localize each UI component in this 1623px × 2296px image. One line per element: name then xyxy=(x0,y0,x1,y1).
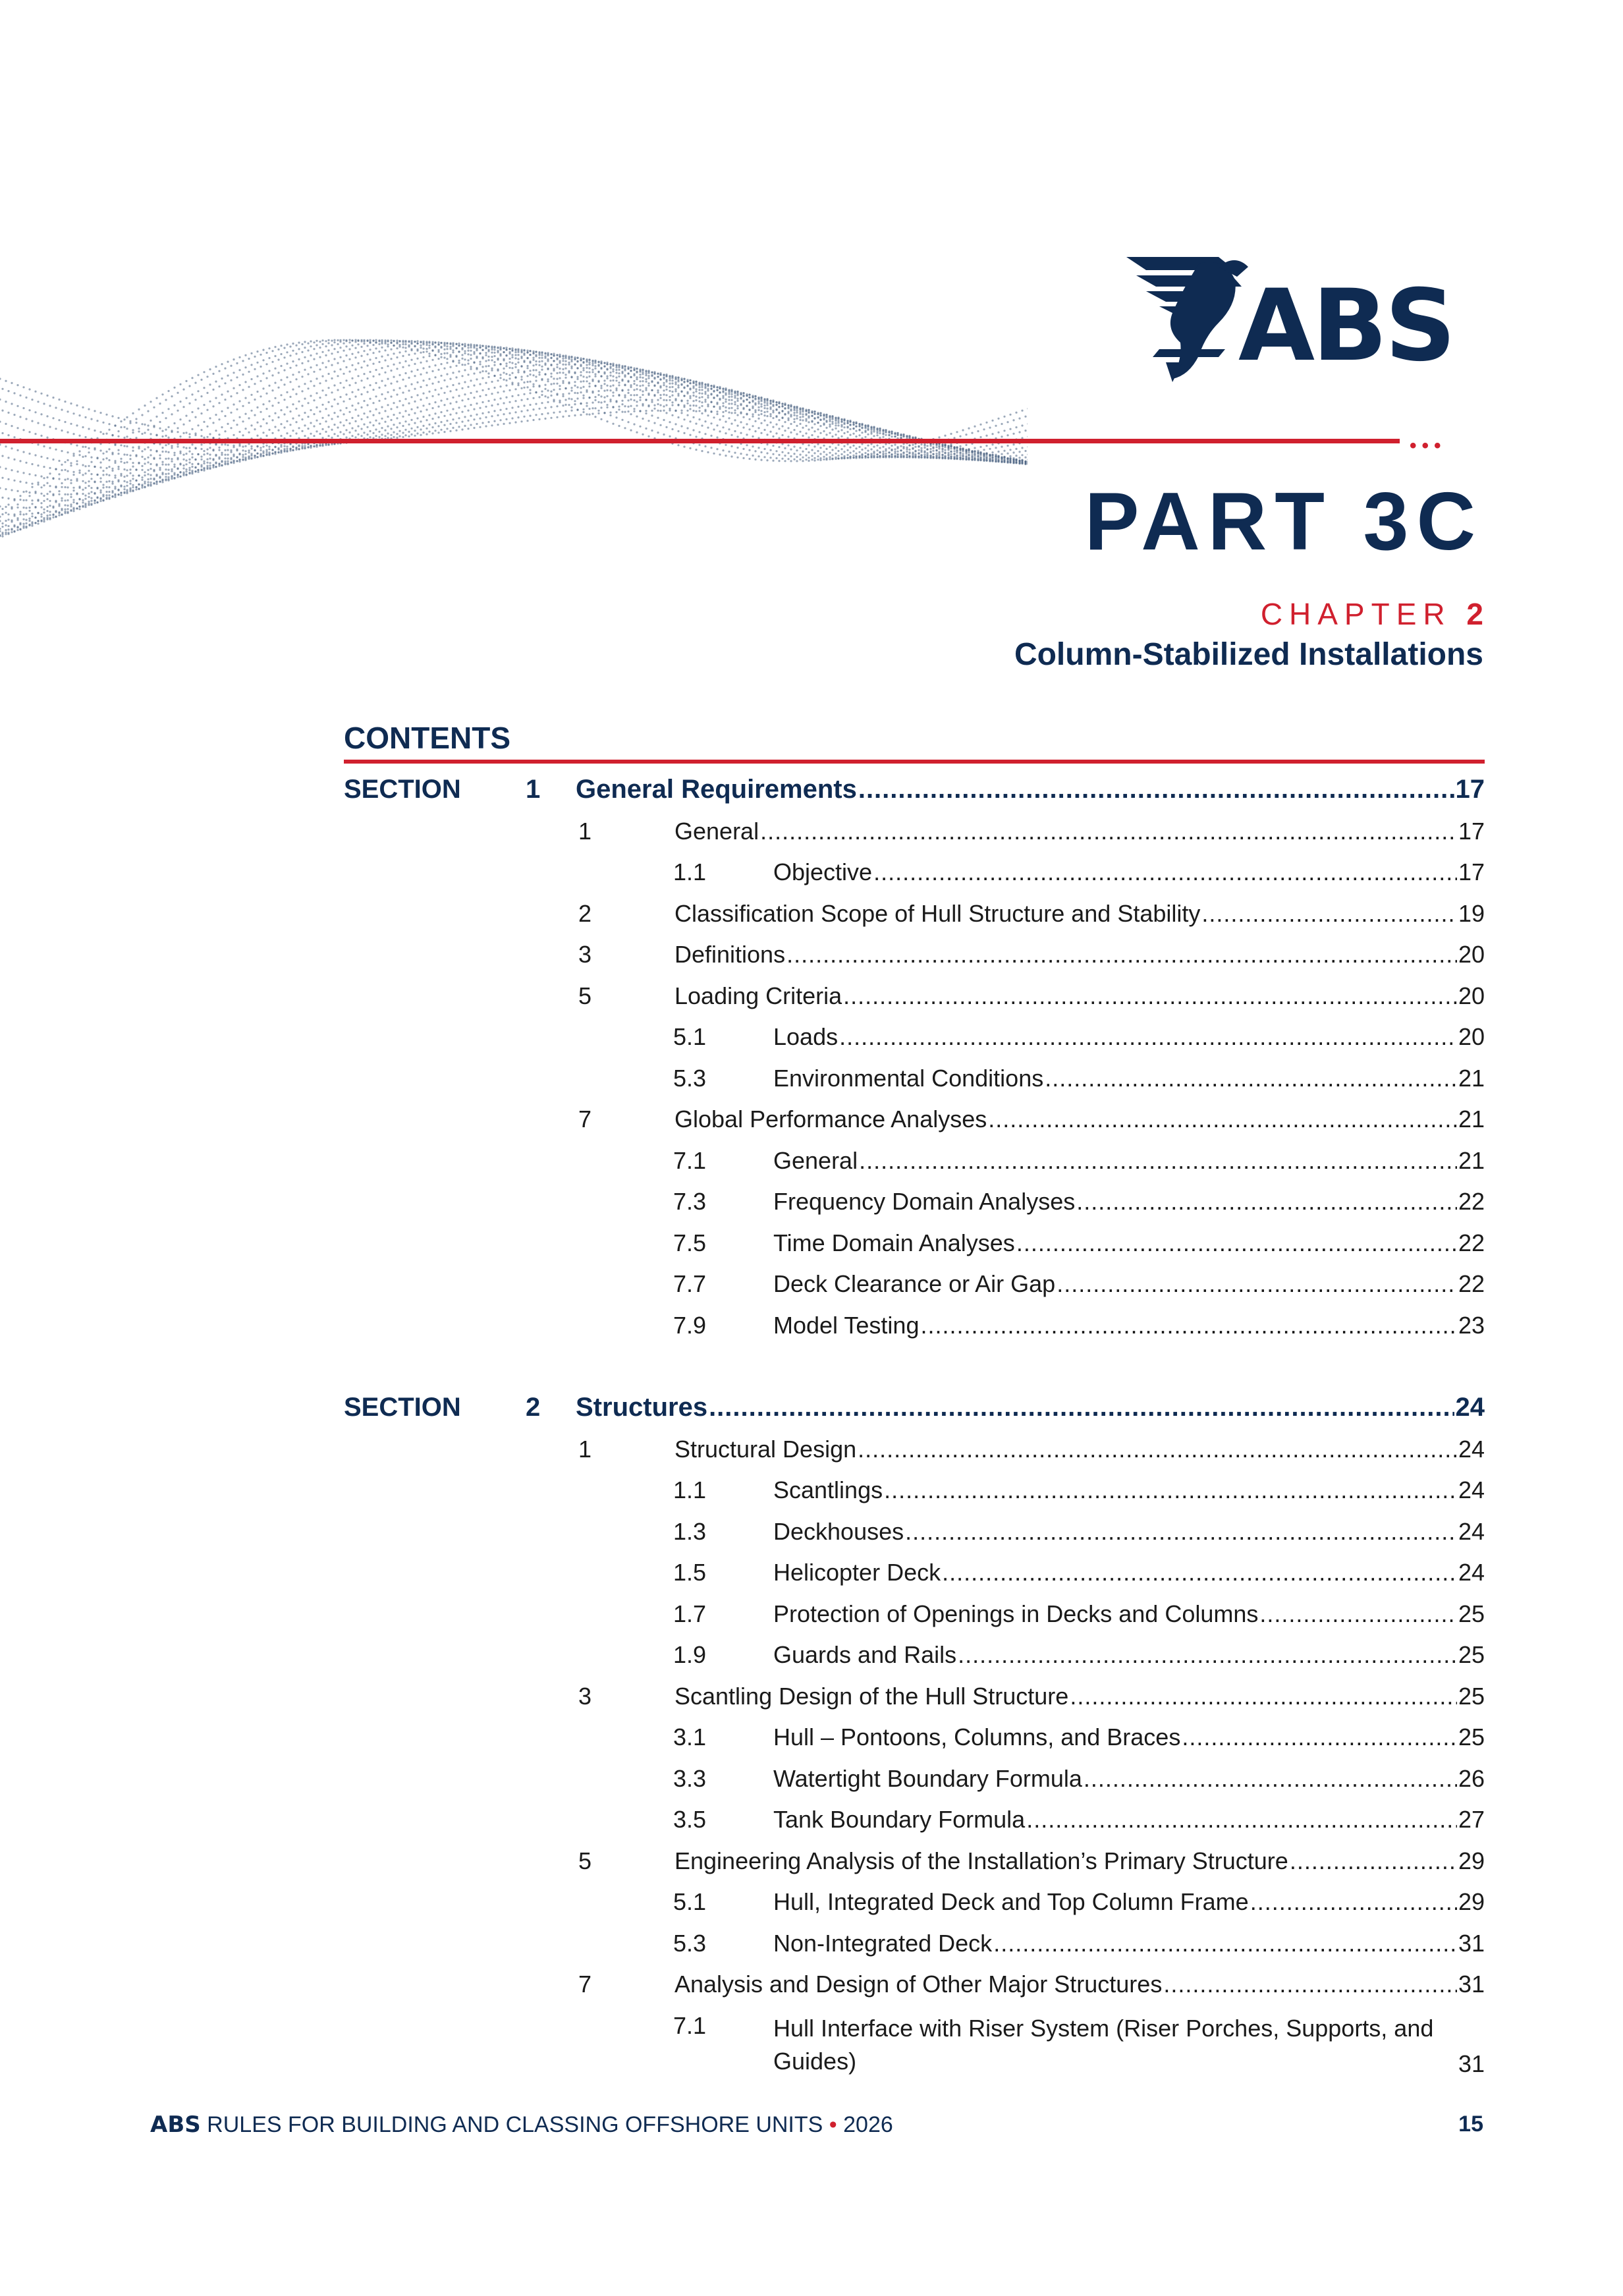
toc-item-number: 7.1 xyxy=(673,2011,707,2039)
toc-entry xyxy=(773,1641,1485,1669)
toc-item-title: Hull – Pontoons, Columns, and Braces xyxy=(773,1723,1181,1750)
toc-row[interactable] xyxy=(344,1679,1485,1720)
toc-row[interactable] xyxy=(344,1143,1485,1185)
footer-bullet: • xyxy=(829,2112,837,2137)
toc-section-2 xyxy=(344,1390,1485,2075)
dot-leader xyxy=(873,858,1457,886)
contents-red-rule xyxy=(344,760,1485,764)
toc-item-title: Engineering Analysis of the Installation’s Primary Structure xyxy=(674,1847,1288,1874)
toc-entry xyxy=(674,1683,1485,1710)
toc-item-number: 1.9 xyxy=(673,1641,707,1668)
toc-item-page: 24 xyxy=(1458,1517,1485,1545)
toc-entry xyxy=(773,2012,1485,2078)
dot-leader xyxy=(1070,1683,1457,1710)
toc-item-page: 31 xyxy=(1458,2050,1485,2077)
toc-item-page: 31 xyxy=(1458,1929,1485,1957)
footer-year: 2026 xyxy=(843,2112,893,2137)
toc-entry xyxy=(773,1888,1485,1916)
section-number: 1 xyxy=(526,775,541,804)
toc-entry xyxy=(674,818,1485,845)
toc-entry xyxy=(674,900,1485,928)
toc-row[interactable] xyxy=(344,1802,1485,1843)
toc-item-title: Frequency Domain Analyses xyxy=(773,1188,1076,1215)
toc-entry xyxy=(773,1930,1485,1957)
toc-row[interactable] xyxy=(344,1967,1485,2008)
toc-row[interactable] xyxy=(344,1514,1485,1555)
toc-item-number: 5 xyxy=(578,982,592,1009)
toc-row[interactable] xyxy=(344,1019,1485,1061)
dot-leader xyxy=(786,941,1457,968)
toc-entry xyxy=(773,1600,1485,1628)
toc-entry xyxy=(773,858,1485,886)
toc-item-page: 20 xyxy=(1458,982,1485,1009)
section-page: 17 xyxy=(1455,775,1485,804)
section-title: Structures xyxy=(576,1393,708,1422)
toc-item-page: 20 xyxy=(1458,941,1485,968)
header-red-rule xyxy=(0,439,1400,443)
section-number: 2 xyxy=(526,1393,541,1422)
toc-section-row[interactable] xyxy=(344,772,1485,814)
toc-item-number: 7 xyxy=(578,1106,592,1133)
dot-leader xyxy=(1057,1270,1457,1298)
toc-item-number: 3 xyxy=(578,1682,592,1710)
toc-row[interactable] xyxy=(344,1432,1485,1473)
toc-item-number: 7 xyxy=(578,1971,592,1998)
toc-item-page: 24 xyxy=(1458,1559,1485,1586)
toc-item-number: 5.3 xyxy=(673,1064,707,1092)
abs-logo-wordmark: ABS xyxy=(1238,269,1454,383)
toc-item-page: 25 xyxy=(1458,1723,1485,1750)
toc-item-title: Structural Design xyxy=(674,1435,857,1463)
toc-entry xyxy=(576,775,1485,804)
chapter-word: CHAPTER xyxy=(1260,597,1452,631)
toc-item-page: 31 xyxy=(1458,1971,1485,1998)
toc-row[interactable] xyxy=(344,896,1485,938)
toc-entry xyxy=(773,1476,1485,1504)
dot-leader xyxy=(884,1476,1457,1504)
toc-row[interactable] xyxy=(344,1184,1485,1225)
page-number: 15 xyxy=(1458,2112,1483,2137)
toc-item-title: Hull Interface with Riser System (Riser Porches, Supports, and Guides) xyxy=(773,2014,1434,2075)
toc-entry xyxy=(773,1312,1485,1339)
dot-leader xyxy=(920,1312,1456,1339)
toc-item-page: 23 xyxy=(1458,1311,1485,1339)
toc-entry xyxy=(773,1023,1485,1051)
toc-row[interactable] xyxy=(344,1266,1485,1308)
toc-row[interactable] xyxy=(344,1596,1485,1638)
toc-item-title: Loading Criteria xyxy=(674,982,842,1009)
toc-item-page: 29 xyxy=(1458,1847,1485,1874)
toc-item-page: 21 xyxy=(1458,1106,1485,1133)
chapter-title: Column-Stabilized Installations xyxy=(1014,637,1483,672)
dot-leader xyxy=(905,1518,1457,1546)
toc-item-title: Model Testing xyxy=(773,1311,920,1339)
header-red-dashes: ••• xyxy=(1410,435,1446,457)
dot-leader xyxy=(1016,1229,1457,1257)
toc-item-title: Guards and Rails xyxy=(773,1641,957,1668)
toc-entry xyxy=(674,982,1485,1010)
dot-leader xyxy=(760,818,1457,845)
toc-row[interactable] xyxy=(344,854,1485,896)
toc-entry xyxy=(576,1393,1485,1422)
toc-item-title: Protection of Openings in Decks and Columns xyxy=(773,1600,1259,1627)
toc-item-number: 1 xyxy=(578,817,592,845)
chapter-label xyxy=(1261,596,1483,632)
chapter-number: 2 xyxy=(1466,597,1483,631)
toc-item-title: Deckhouses xyxy=(773,1517,904,1545)
toc-item-page: 22 xyxy=(1458,1270,1485,1297)
toc-item-title: General xyxy=(674,817,759,845)
toc-item-title: Helicopter Deck xyxy=(773,1559,941,1586)
dot-leader xyxy=(1259,1600,1457,1628)
toc-item-title: Watertight Boundary Formula xyxy=(773,1764,1082,1792)
section-label: SECTION xyxy=(344,1393,461,1422)
toc-row[interactable] xyxy=(344,1720,1485,1761)
toc-item-page: 17 xyxy=(1458,858,1485,885)
dot-leader xyxy=(859,1147,1457,1175)
toc-item-title: Scantlings xyxy=(773,1476,883,1503)
toc-item-page: 22 xyxy=(1458,1188,1485,1215)
toc-entry xyxy=(773,1806,1485,1834)
dot-leader xyxy=(858,1436,1457,1463)
dot-leader xyxy=(1182,1723,1457,1751)
toc-entry xyxy=(674,1106,1485,1133)
toc-entry xyxy=(773,1147,1485,1175)
toc-row[interactable] xyxy=(344,814,1485,855)
toc-row[interactable] xyxy=(344,1884,1485,1926)
footer-title xyxy=(150,2112,893,2138)
toc-entry xyxy=(773,1559,1485,1586)
toc-entry xyxy=(773,1723,1485,1751)
dot-leader xyxy=(1201,900,1457,928)
dot-leader xyxy=(1290,1847,1457,1875)
toc-section-1 xyxy=(344,772,1485,1349)
toc-item-title: Definitions xyxy=(674,941,786,968)
toc-entry xyxy=(773,1270,1485,1298)
dot-leader xyxy=(958,1641,1457,1669)
toc-item-number: 1 xyxy=(578,1435,592,1463)
toc-item-title: Loads xyxy=(773,1023,839,1050)
toc-row[interactable] xyxy=(344,1308,1485,1349)
toc-item-number: 5 xyxy=(578,1847,592,1874)
toc-item-title: General xyxy=(773,1146,858,1174)
toc-item-title: Time Domain Analyses xyxy=(773,1229,1015,1256)
toc-entry xyxy=(674,1847,1485,1875)
toc-item-title: Scantling Design of the Hull Structure xyxy=(674,1682,1069,1710)
toc-item-page: 29 xyxy=(1458,1888,1485,1915)
toc-item-page: 26 xyxy=(1458,1764,1485,1792)
toc-item-page: 19 xyxy=(1458,899,1485,927)
toc-item-page: 25 xyxy=(1458,1682,1485,1710)
dot-leader xyxy=(993,1930,1457,1957)
section-label: SECTION xyxy=(344,775,461,804)
toc-item-title: Environmental Conditions xyxy=(773,1064,1044,1092)
toc-row[interactable] xyxy=(344,1472,1485,1514)
dot-leader xyxy=(858,775,1454,804)
toc-row[interactable] xyxy=(344,2008,1485,2075)
dot-leader xyxy=(839,1023,1457,1051)
toc-entry xyxy=(773,1518,1485,1546)
toc-item-page: 27 xyxy=(1458,1806,1485,1833)
toc-item-number: 7.1 xyxy=(673,1146,707,1174)
toc-item-number: 1.5 xyxy=(673,1559,707,1586)
toc-item-number: 1.1 xyxy=(673,858,707,885)
toc-item-page: 24 xyxy=(1458,1435,1485,1463)
toc-row[interactable] xyxy=(344,1761,1485,1803)
toc-item-title: Global Performance Analyses xyxy=(674,1106,987,1133)
toc-entry xyxy=(674,1436,1485,1463)
toc-item-title: Tank Boundary Formula xyxy=(773,1806,1026,1833)
toc-item-number: 5.1 xyxy=(673,1023,707,1050)
toc-row[interactable] xyxy=(344,1225,1485,1267)
toc-row[interactable] xyxy=(344,1555,1485,1596)
section-title: General Requirements xyxy=(576,775,857,804)
toc-item-title: Analysis and Design of Other Major Structures xyxy=(674,1971,1163,1998)
toc-item-page: 21 xyxy=(1458,1064,1485,1092)
toc-row[interactable] xyxy=(344,1926,1485,1967)
part-title: PART 3C xyxy=(1084,476,1483,567)
toc-entry xyxy=(674,1971,1485,1998)
toc-item-title: Objective xyxy=(773,858,873,885)
dot-leader xyxy=(988,1106,1457,1133)
toc-row[interactable] xyxy=(344,1102,1485,1143)
toc-item-number: 1.7 xyxy=(673,1600,707,1627)
toc-item-number: 7.3 xyxy=(673,1188,707,1215)
toc-entry xyxy=(773,1188,1485,1216)
toc-row[interactable] xyxy=(344,1843,1485,1885)
toc-row[interactable] xyxy=(344,1061,1485,1102)
toc-item-page: 25 xyxy=(1458,1641,1485,1668)
toc-entry xyxy=(773,1765,1485,1793)
section-page: 24 xyxy=(1455,1393,1485,1422)
toc-item-number: 1.3 xyxy=(673,1517,707,1545)
toc-item-number: 5.1 xyxy=(673,1888,707,1915)
toc-item-number: 3.3 xyxy=(673,1764,707,1792)
toc-item-page: 21 xyxy=(1458,1146,1485,1174)
toc-item-title: Hull, Integrated Deck and Top Column Frame xyxy=(773,1888,1249,1915)
dot-leader xyxy=(1076,1188,1457,1216)
footer-brand: ABS xyxy=(150,2112,201,2138)
dot-leader xyxy=(1045,1065,1457,1092)
toc-entry xyxy=(773,1065,1485,1092)
toc-item-number: 7.5 xyxy=(673,1229,707,1256)
dot-leader xyxy=(1250,1888,1457,1916)
toc-item-page: 24 xyxy=(1458,1476,1485,1503)
toc-item-page: 25 xyxy=(1458,1600,1485,1627)
dot-leader xyxy=(1163,1971,1457,1998)
toc-item-page: 20 xyxy=(1458,1023,1485,1050)
footer-publication-title: RULES FOR BUILDING AND CLASSING OFFSHORE UNITS xyxy=(207,2112,823,2137)
toc-item-number: 3.1 xyxy=(673,1723,707,1750)
toc-item-number: 1.1 xyxy=(673,1476,707,1503)
toc-entry xyxy=(674,941,1485,968)
toc-item-number: 7.9 xyxy=(673,1311,707,1339)
dot-leader xyxy=(709,1393,1454,1422)
contents-heading: CONTENTS xyxy=(344,721,510,755)
dot-leader xyxy=(1026,1806,1457,1834)
toc-item-title: Classification Scope of Hull Structure and Stability xyxy=(674,899,1201,927)
toc-item-number: 2 xyxy=(578,899,592,927)
dot-leader xyxy=(942,1559,1457,1586)
dot-leader xyxy=(1084,1765,1457,1793)
dot-leader xyxy=(843,982,1457,1010)
toc-entry xyxy=(773,1229,1485,1257)
toc-item-page: 22 xyxy=(1458,1229,1485,1256)
toc-item-number: 3 xyxy=(578,941,592,968)
toc-item-title: Non-Integrated Deck xyxy=(773,1929,993,1957)
toc-item-title: Deck Clearance or Air Gap xyxy=(773,1270,1056,1297)
toc-item-number: 7.7 xyxy=(673,1270,707,1297)
decorative-dot-wave xyxy=(0,237,1028,606)
toc-item-number: 5.3 xyxy=(673,1929,707,1957)
toc-section-row[interactable] xyxy=(344,1390,1485,1432)
toc-row[interactable] xyxy=(344,978,1485,1020)
toc-item-number: 3.5 xyxy=(673,1806,707,1833)
toc-row[interactable] xyxy=(344,937,1485,978)
toc-row[interactable] xyxy=(344,1637,1485,1679)
toc-item-page: 17 xyxy=(1458,817,1485,845)
